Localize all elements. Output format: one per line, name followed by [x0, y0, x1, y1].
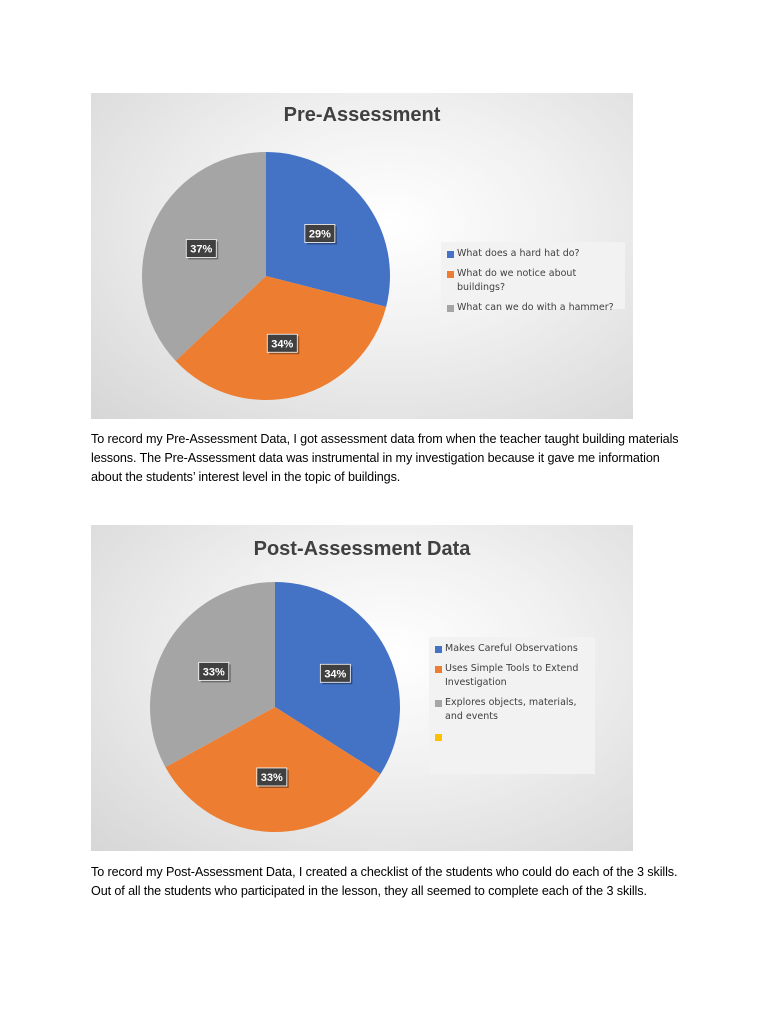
svg-text:34%: 34% [324, 668, 347, 681]
svg-text:33%: 33% [202, 666, 225, 679]
svg-text:29%: 29% [308, 228, 331, 241]
legend-swatch [435, 734, 442, 741]
data-label [199, 662, 231, 682]
svg-text:34%: 34% [271, 338, 294, 351]
pre-assessment-chart [91, 93, 633, 419]
data-label [267, 334, 299, 354]
legend-swatch [435, 646, 442, 653]
legend-swatch [447, 305, 454, 312]
chart-title: Post-Assessment Data [253, 538, 471, 560]
legend-item [445, 301, 621, 315]
legend [441, 242, 625, 313]
legend [429, 637, 595, 774]
legend-label: Explores objects, materials, and events [445, 697, 577, 722]
chart-title: Pre-Assessment [283, 104, 441, 126]
data-label [320, 664, 352, 684]
svg-text:37%: 37% [190, 243, 213, 256]
legend-item [433, 642, 591, 656]
legend-swatch [447, 251, 454, 258]
legend-label: What does a hard hat do? [457, 248, 580, 259]
data-label [186, 239, 218, 259]
legend-swatch [435, 666, 442, 673]
legend-label: Makes Careful Observations [445, 643, 578, 654]
legend-item [445, 267, 621, 295]
legend-item [433, 696, 591, 724]
legend-swatch [447, 271, 454, 278]
data-label [305, 224, 337, 244]
post-assessment-description: To record my Post-Assessment Data, I created a checklist of the students who could do each of the 3 skills. Out of all the students who participated in the lesson, they all seemed to complete each of the 3 skills. [91, 865, 678, 898]
legend-label: Uses Simple Tools to Extend Investigation [445, 663, 579, 688]
data-label [257, 768, 289, 788]
legend-label: What can we do with a hammer? [457, 302, 614, 313]
post-assessment-chart [91, 525, 633, 851]
svg-text:33%: 33% [260, 771, 283, 784]
legend-label: What do we notice about buildings? [457, 268, 577, 293]
pre-assessment-description: To record my Pre-Assessment Data, I got assessment data from when the teacher taught building materials lessons. The Pre-Assessment data was instrumental in my investigation because it gave me information about the students’ interest level in the topic of buildings. [91, 432, 679, 484]
legend-swatch [435, 700, 442, 707]
legend-item [433, 662, 591, 690]
legend-item [445, 247, 621, 261]
